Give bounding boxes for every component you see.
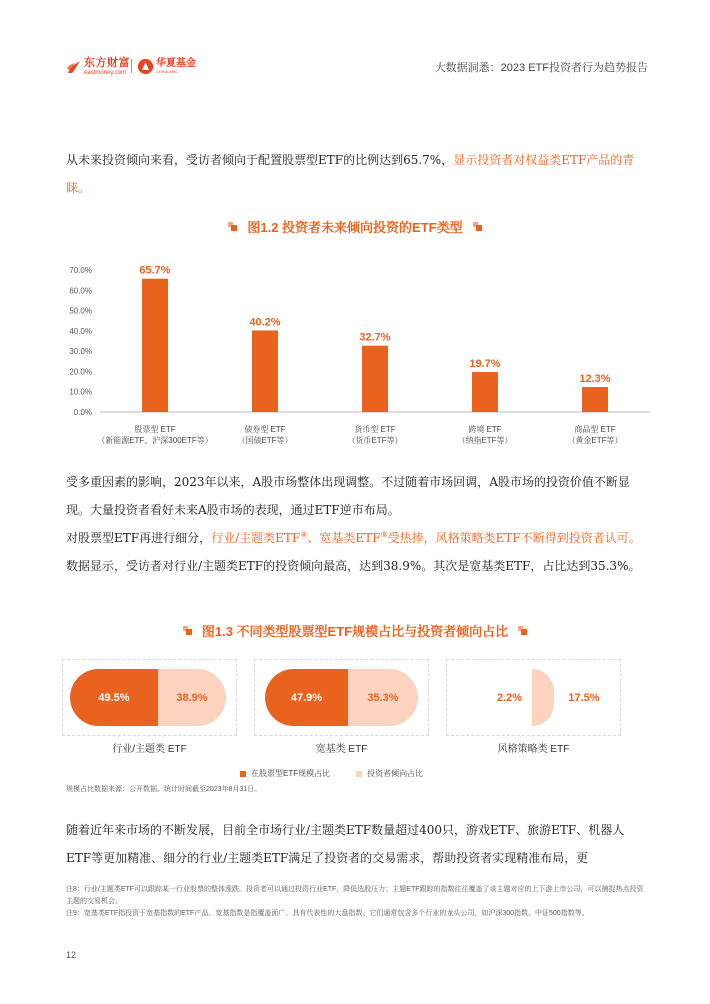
bar-value-label: 32.7% [359, 331, 391, 344]
figure-1-3-title-text: 图1.3 不同类型股票型ETF规模占比与投资者倾向占比 [201, 624, 509, 639]
chinaamc-emblem-icon [138, 59, 153, 74]
y-tick-label: 70.0% [69, 266, 92, 275]
footnote-8: 注8：行业/主题类ETF可以跟踪某一行业股票的整体涨跌。投资者可以通过投资行业ETF，降低选股压力；主题ETF跟踪的指数往往覆盖了该主题对应的上下游上市公司，可以捕捉热点投资主题的交易机会。 [66, 886, 644, 905]
industry-theme-tendency-share: 38.9% [158, 669, 226, 726]
style-strategy-etf-label: 风格策略类 ETF [497, 744, 570, 755]
figure-1-3-source: 规模占比数据来源：公开数据。统计时间截至2023年8月31日。 [66, 786, 262, 793]
chinaamc-logo [138, 56, 196, 76]
x-category-label: 商品型 ETF [574, 425, 616, 434]
eastmoney-logo-cn: 东方财富 [84, 57, 130, 69]
y-tick-label: 30.0% [69, 347, 92, 357]
bar-value-label: 19.7% [469, 358, 501, 371]
x-category-note: （黄金ETF等） [567, 436, 623, 445]
style-strategy-tendency-share: 17.5% [568, 691, 600, 704]
eastmoney-logo-en: eastmoney.com [84, 70, 126, 76]
style-strategy-etf-panel [446, 659, 621, 736]
legend-swatch-scale [240, 771, 246, 777]
footnote-ref-9[interactable]: ⑨ [380, 530, 388, 539]
y-tick-label: 60.0% [69, 286, 92, 296]
bar-5 [582, 387, 608, 412]
footnote-9: 注9：宽基类ETF指投资于宽基指数的ETF产品。宽基指数是指覆盖面广、具有代表性的大盘指数。它们通常包含多个行业的龙头公司，如沪深300指数、中证500指数等。 [66, 910, 589, 917]
etf-type-bar-chart [60, 246, 650, 456]
figure-1-3-legend [240, 768, 423, 779]
y-tick-label: 50.0% [69, 306, 92, 316]
x-category-note: （新能源ETF、沪深300ETF等） [97, 436, 213, 445]
x-category-label: 货币型 ETF [354, 425, 396, 434]
para3-hl-a: 行业/主题类ETF [211, 531, 301, 545]
bar-2 [252, 330, 278, 412]
paragraph-stock-etf-breakdown [66, 524, 646, 580]
report-title: 大数据洞悉：2023 ETF投资者行为趋势报告 [434, 62, 648, 74]
broad-base-etf-panel [254, 659, 429, 736]
style-strategy-tendency-half [532, 669, 554, 726]
bar-3 [362, 346, 388, 412]
eastmoney-flame-icon [66, 59, 82, 75]
para1-text: 从未来投资倾向来看，受访者倾向于配置股票型ETF的比例达到65.7%， [66, 153, 454, 167]
page-header [0, 0, 710, 100]
bar-1 [142, 279, 168, 412]
legend-label-scale: 在股票型ETF规模占比 [251, 769, 331, 778]
paragraph-market-development [66, 816, 646, 872]
y-tick-label: 10.0% [69, 387, 92, 397]
figure-1-2-title [0, 217, 710, 236]
x-category-label: 股票型 ETF [134, 425, 176, 434]
para3-hl-c: 受热捧，风格策略类ETF不断得到投资者认可。 [387, 531, 641, 545]
para2-text: 受多重因素的影响，2023年以来，A股市场整体出现调整。不过随着市场回调，A股市场的投资价值不断显现。大量投资者看好未来A股市场的表现，通过ETF逆市布局。 [66, 475, 630, 517]
para1-highlight: 显示投资者对权益类ETF产品的青睐。 [66, 153, 635, 195]
para3-text-b: 数据显示，受访者对行业/主题类ETF的投资倾向最高，达到38.9%。其次是宽基类ETF，占比达到35.3%。 [66, 559, 641, 573]
x-category-label: 债券型 ETF [244, 425, 286, 434]
legend-label-tendency: 投资者倾向占比 [367, 769, 424, 778]
x-category-note: （纳指ETF等） [457, 436, 513, 445]
logo-divider [131, 59, 132, 73]
bar-4 [472, 372, 498, 412]
y-tick-label: 20.0% [69, 367, 92, 377]
figure-marker-icon [183, 626, 192, 635]
chinaamc-logo-cn: 华夏基金 [156, 57, 196, 69]
figure-1-3-title [0, 621, 710, 640]
bar-value-label: 65.7% [139, 264, 171, 277]
para3-hl-b: 、宽基类ETF [307, 531, 381, 545]
chinaamc-logo-en: CHINA AMC [156, 68, 179, 74]
paragraph-future-tendency [66, 146, 646, 202]
bar-value-label: 12.3% [579, 373, 611, 386]
figure-marker-icon [228, 222, 237, 231]
page-number: 12 [66, 950, 77, 960]
bar-value-label: 40.2% [249, 316, 281, 329]
x-category-note: （国债ETF等） [237, 436, 293, 445]
broad-base-scale-share: 47.9% [265, 669, 348, 726]
footnote-ref-8[interactable]: ⑧ [300, 530, 308, 539]
broad-base-tendency-share: 35.3% [348, 669, 418, 726]
footnotes [66, 884, 646, 920]
style-strategy-scale-share: 2.2% [496, 691, 523, 704]
industry-theme-scale-share: 49.5% [70, 669, 158, 726]
industry-theme-etf-panel [62, 659, 237, 736]
paragraph-market-adjustment [66, 468, 646, 524]
figure-marker-icon [473, 222, 482, 231]
y-tick-label: 0.0% [73, 408, 92, 417]
industry-theme-etf-label: 行业/主题类 ETF [112, 744, 187, 755]
legend-swatch-tendency [356, 771, 362, 777]
figure-1-2-title-text: 图1.2 投资者未来倾向投资的ETF类型 [247, 220, 463, 235]
y-tick-label: 40.0% [69, 326, 92, 336]
para4-text: 随着近年来市场的不断发展，目前全市场行业/主题类ETF数量超过400只，游戏ETF、旅游ETF、机器人ETF等更加精准、细分的行业/主题类ETF满足了投资者的交易需求，帮助投资者实现精准布局，更 [66, 823, 625, 865]
x-category-label: 跨境 ETF [468, 425, 502, 434]
eastmoney-logo [66, 56, 130, 78]
x-category-note: （货币ETF等） [347, 436, 403, 445]
broad-base-etf-label: 宽基类 ETF [315, 744, 368, 755]
para3-text-a: 对股票型ETF再进行细分， [66, 531, 212, 545]
figure-marker-icon [518, 626, 527, 635]
